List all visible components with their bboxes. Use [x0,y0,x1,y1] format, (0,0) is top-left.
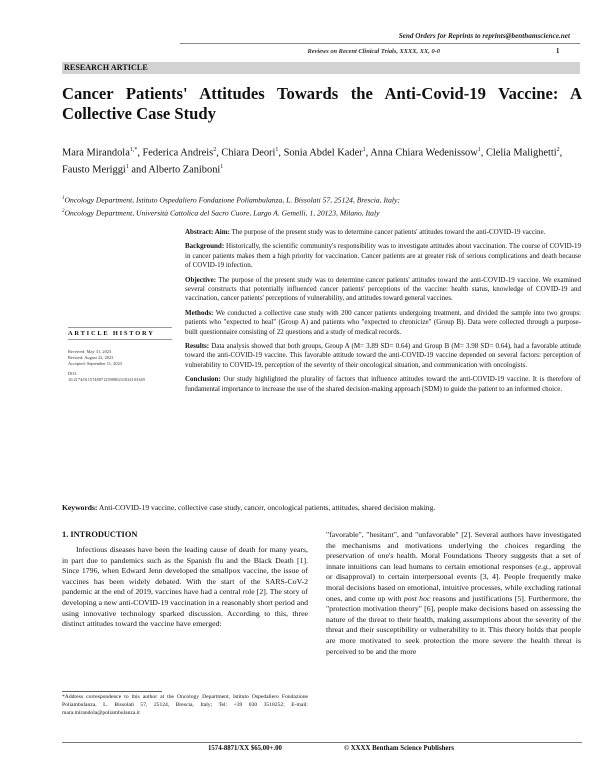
abstract-aim: Abstract: Aim: The purpose of the present study was to determine cancer patients' attitudes toward the anti-COVID-19 vaccine. [185,228,546,236]
abstract-results: Results: Data analysis showed that both groups, Group A (M= 3.89 SD= 0.64) and Group B (M= 3.98 SD= 0.64), had a favorable attitude toward the anti-COVID-19 vaccine. This favorable attitude toward the anti-COVID-19 vaccine depended on several factors: perception of vulnerability to COVID-19, perception of the severity of their oncological situation, and communication with oncologists. [185,342,582,369]
author-affiliation-marker: 2 [213,147,217,153]
issn-price: 1574-8871/XX $65.00+.00 [208,745,282,752]
abstract-background: Background: Historically, the scientific community's responsibility was to investigate attitudes about vaccination. The course of COVID-19 in cancer patients makes them a high priority for vaccination. Cancer patients are at greater risk of serious complications and death because of COVID-19 infection. [185,242,582,270]
page-number: 1 [556,48,560,55]
footer-rule [62,742,582,743]
intro-paragraph: Infectious diseases have been the leading cause of death for many years, in part due to pandemics such as the Spanish flu and the Black Death [1]. Since 1796, when Edward Jenn developed the smallpox vaccine, the issue of vaccines has been widely debated. With the start of the SARS-CoV-2 pandemic at the end of 2019, vaccines have had a central role [2]. The story of developing a new anti-COVID-19 vaccination in a reasonably short period and using innovative technology sparked discussion. According to this, three distinct attitudes toward the vaccine have emerged: [62,545,308,629]
body-column-left [62,545,308,630]
abstract-conclusion: Conclusion: Our study highlighted the plurality of factors that influence attitudes toward the anti-COVID-19 vaccine. It is therefore of fundamental importance to increase the use of the shared decision-making approach (SDM) to guide the patient to an informed choice. [185,375,581,393]
author-name: Fausto Meriggi [62,164,126,176]
author-name: Clelia Malighetti [485,147,557,159]
abstract-methods: Methods: We conducted a collective case study with 200 cancer patients undergoing treatment, and divided the sample into two groups: patients who "expected to heal" (Group A) and patients who "expected to chronicize" (Group B). Data were collected through a purpose-built questionnaire consisting of 22 questions and a study of medical records. [185,308,581,336]
intro-paragraph-continued: "favorable", "hesitant", and "unfavorable" [2]. Several authors have investigated the mechanisms and motivations underlying the choices regarding the preservation of one's health. Moral Foundations Theory suggests that a set of innate intuitions can lead humans to certain emotional responses (e.g., approval or disapproval) to certain interpersonal events [3, 4]. People frequently make moral decisions based on emotional, intuitive processes, while excluding rational ones, and come up with post hoc reasons and justifications [5]. Furthermore, the "protection motivation theory" [6], people make decisions based on assessing the nature of the threat to their health, making assumptions about the severity of the threat and their susceptibility or vulnerability to it. This theory holds that people are more motivated to seek protection the more severe the health threat is perceived to be and the more [326,530,581,656]
section-heading-introduction: 1. INTRODUCTION [62,530,138,539]
author-name: Sonia Abdel Kader [283,147,363,159]
affiliations [62,193,582,218]
reprints-notice: Send Orders for Reprints to reprints@benthamscience.net [398,32,570,40]
author-separator: , [559,147,563,159]
journal-citation: Reviews on Recent Clinical Trials, XXXX, XX, 0-0 [307,48,440,55]
author-separator: , [278,147,284,159]
author-affiliation-marker: 1 [125,164,129,171]
author-affiliation-marker: 1 [477,147,481,153]
article-history [68,349,180,383]
author-separator: , [480,147,486,159]
author-affiliation-marker: 1 [220,164,224,171]
article-type-label: RESEARCH ARTICLE [62,62,580,74]
author-affiliation-marker: 1 [275,147,279,153]
author-name: Anna Chiara Wedenissow [370,147,478,159]
copyright-notice: © XXXX Bentham Science Publishers [344,745,455,752]
author-name: Alberto Zaniboni [148,164,221,176]
paper-title: Cancer Patients' Attitudes Towards the Anti-Covid-19 Vaccine: A Collective Case Study [62,84,582,123]
author-separator: , [137,147,143,159]
body-column-right [326,530,581,657]
author-list [62,143,582,178]
author-affiliation-marker: 2 [556,147,560,153]
correspondence-footnote: *Address correspondence to this author at the Oncology Department, Istituto Ospedaliero Fondazione Poliambulanza, L. Bissolati 57, 25124, Brescia, Italy; Tel: +39 030 3518252; E-mail: mara.mirandola@poliambulanza.it [62,694,308,716]
author-name: Chiara Deori [221,147,276,159]
affiliation-1: $^1$Oncology Department, Istituto Ospedaliero Fondazione Poliambulanza, L. Bissolati 57, 25124, Brescia, Italy; [62,195,400,205]
header-rule [180,43,580,44]
abstract [185,228,581,399]
author-name: Federica Andreis [142,147,214,159]
author-affiliation-marker: 1 [362,147,366,153]
doi-link[interactable]: 10.2174/0115748871259080231024103349 [68,377,145,383]
author-separator: , [216,147,222,159]
received-date: Received: May 31, 2023 [68,349,112,354]
author-separator: and [128,164,149,176]
doi-label: DOI: [68,371,78,377]
author-affiliation-marker: 1,* [129,147,138,153]
keywords: Keywords: Anti-COVID-19 vaccine, collective case study, cancer, oncological patients, attitudes, shared decision making. [62,503,436,512]
author-name: Mara Mirandola [62,147,130,159]
accepted-date: Accepted: September 11, 2023 [68,360,122,366]
affiliation-2: $^2$Oncology Department, Università Cattolica del Sacro Cuore, Largo A. Gemelli, 1, 20123, Milano, Italy [62,208,380,218]
revised-date: Revised: August 22, 2023 [68,354,114,360]
abstract-objective: Objective: The purpose of the present study was to determine cancer patients' attitudes toward the anti-COVID-19 vaccine. We examined several constructs that potentially influenced cancer patients' perceptions of the vaccine: health status, knowledge of COVID-19 and vaccination, cancer patients' perceptions of vulnerability, and attitudes toward general vaccines. [185,275,582,303]
footnote-rule [62,691,162,692]
article-history-heading: ARTICLE HISTORY [68,327,172,340]
author-separator: , [365,147,371,159]
